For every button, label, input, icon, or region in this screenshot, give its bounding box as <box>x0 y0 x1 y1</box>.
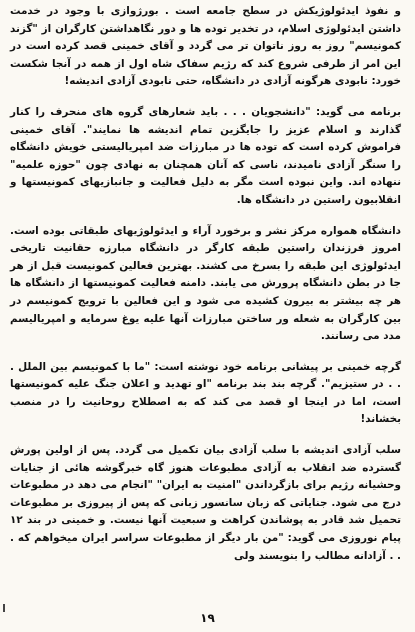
paragraph-2: برنامه می گوید: "دانشجویان . . . باید شعارهای گروه های منحرف را کنار گذارند و اسلام عزیز را جایگزین تمام اندیشه ها نمایند". آقای خمینی فراموش کرده است که توده ها در مبارزات ضد امپریالیستی خویش دانشگاه را سنگر آزادی نامیدند، ناسی که آنان همچنان به نهادی چون "حوزه علمیه" ننهاده اند. واین نبوده است مگر به دلیل فعالیت و جانبازیهای کمونیستها و انقلابیون راستین در دانشگاه ها. <box>10 105 401 206</box>
paragraph-4: گرچه خمینی بر پیشانی برنامه خود نوشته است: "ما با کمونیسم بین الملل . . . در ستیزیم". گرچه بند بند برنامه "او تهدید و اعلان جنگ علیه کمونیستها است، اما در اینجا او قصد می کند که به اصطلاح روحانیت را در منصب بخشاند! <box>10 360 401 426</box>
paragraph-5: سلب آزادی اندیشه با سلب آزادی بیان تکمیل می گردد. پس از اولین پورش گسترده ضد انقلاب به آزادی مطبوعات هنوز گاه خبرگوشه هائی از جنایات وحشیانه رژیم برای بازگرداندن "امنیت به ایران" "انجام می دهد در مطبوعات درج می شود. جنایاتی که زبان سانسور زبانی که پس از پیروزی بر مطبوعات تحمیل شد قادر به پوشاندن کراهت و سبعیت آنها نیست. و خمینی در بند ١٢ پیام نوروزی می گوید: "من بار دیگر از مطبوعات سراسر ایران میخواهم که . . . آزادانه مطالب را بنویسند ولی <box>10 444 401 562</box>
page-number: ١٩ <box>200 611 215 625</box>
body-text <box>10 3 401 565</box>
paragraph-3: دانشگاه همواره مرکز نشر و برخورد آراء و ایدئولوژیهای طبقاتی بوده است. امروز فرزندان راستین طبقه کارگر در دانشگاه مبارزه حقانیت تاریخی ایدئولوژی این طبقه را بسرخ می کشند. بهترین فعالین کمونیست قبل از هر جا در بطن دانشگاه پرورش می یابند. دامنه فعالیت کمونیستها از دانشگاه ها هر چه بیشتر به بیرون کشیده می شود و این فعالین با ترویج کمونیسم در بین کارگران به شعله ور ساختن مبارزات آنها علیه یوغ سرمایه و امپریالیسم مدد می رسانند. <box>10 224 401 343</box>
paragraph-1: و نفوذ ایدئولوژیکش در سطح جامعه است . بورژوازی با وجود در خدمت داشتن ایدئولوژی اسلام، در تخدیر توده ها و دور نگاهداشتن کارگران از "گزند کمونیسم" روز به روز ناتوان تر می گردد و آقای خمینی قصد کرده است در این امر از طرفی شروع کند که رژیم سفاک شاه اول از همه در آنجا شکست خورد: نابودی هرگونه آزادی در دانشگاه، حتی نابودی آزادی اندیشه! <box>10 5 401 88</box>
